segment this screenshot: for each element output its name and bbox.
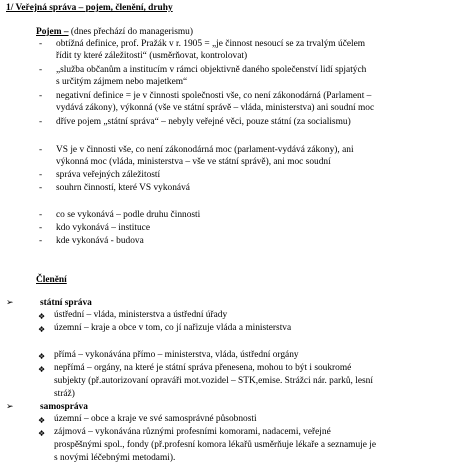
- dash-bullet: -: [39, 117, 43, 127]
- pojem-line: [36, 27, 193, 38]
- diamond-bullet-icon: ❖: [38, 365, 46, 374]
- dash-bullet: -: [39, 39, 43, 49]
- list-item: nepřímá – orgány, na které je státní správa přenesena, mohou to být i soukromé: [54, 363, 352, 373]
- dash-bullet: -: [39, 183, 43, 193]
- list-item: přímá – vykonávána přímo – ministerstva, vláda, ústřední orgány: [54, 350, 299, 360]
- dash-bullet: -: [39, 65, 43, 75]
- list-item: územní – obce a kraje ve své samosprávné působnosti: [54, 414, 257, 424]
- list-item: VS je v činnosti vše, co není zákonodárná moc (parlament-vydává zákony), ani: [56, 145, 354, 155]
- list-item-cont: řídit ty které záležitosti“ (usměrňovat, kontrolovat): [56, 51, 248, 61]
- section-heading: 1/ Veřejná správa – pojem, členění, druhy: [6, 3, 173, 13]
- list-item-cont: vydává zákony), výkonná (vše ve státní správě – vláda, ministerstva) ani soudní moc: [56, 103, 375, 113]
- list-item: správa veřejných záležitostí: [56, 170, 161, 180]
- list-item-cont: s určitým zájmem nebo majetkem“: [56, 77, 188, 87]
- diamond-bullet-icon: ❖: [38, 352, 46, 361]
- list-item: souhrn činností, které VS vykonává: [56, 183, 190, 193]
- list-item: „služba občanům a institucím v rámci objektivně daného společenství lidí spjatých: [56, 65, 367, 75]
- arrow-bullet-icon: ➢: [6, 402, 14, 412]
- dash-bullet: -: [39, 210, 43, 220]
- dash-bullet: -: [39, 91, 43, 101]
- list-item: co se vykonává – podle druhu činnosti: [56, 210, 201, 220]
- list-item: ústřední – vláda, ministerstva a ústřední úřady: [54, 310, 228, 320]
- samosprava-label: samospráva: [40, 402, 88, 412]
- list-item: zájmová – vykonávána různými profesními komorami, nadacemi, veřejné: [54, 427, 331, 437]
- list-item-cont: subjekty (př.autorizovaní opraváři mot.vozidel – STK,emise. Strážci nár. parků, lesní: [54, 376, 373, 386]
- cleneni-heading: Členění: [36, 275, 67, 285]
- diamond-bullet-icon: ❖: [38, 325, 46, 334]
- list-item: kde vykonává - budova: [56, 236, 144, 246]
- list-item: obtížná definice, prof. Pražák v r. 1905 = „je činnost nesoucí se za trvalým účelem: [56, 39, 366, 49]
- dash-bullet: -: [39, 170, 43, 180]
- diamond-bullet-icon: ❖: [38, 312, 46, 321]
- list-item: negativní definice = je v činnosti společnosti vše, co není zákonodárná (Parlament –: [56, 91, 372, 101]
- list-item: územní – kraje a obce v tom, co jí nařizuje vláda a ministerstva: [54, 323, 292, 333]
- statni-sprava-label: státní správa: [40, 298, 92, 308]
- dash-bullet: -: [39, 223, 43, 233]
- list-item: kdo vykonává – instituce: [56, 223, 150, 233]
- pojem-label: Pojem –: [36, 27, 69, 37]
- list-item-cont: prospěšnými spol., fondy (př.profesní komora lékařů usměrňuje lékaře a seznamuje je: [54, 440, 377, 450]
- list-item-cont: výkonná moc (vláda, ministerstva – vše ve státní správě), ani moc soudní: [56, 157, 331, 167]
- pojem-note: (dnes přechází do managerismu): [68, 27, 193, 37]
- dash-bullet: -: [39, 145, 43, 155]
- arrow-bullet-icon: ➢: [6, 298, 14, 308]
- list-item-cont: s novými léčebnými metodami).: [54, 453, 176, 463]
- diamond-bullet-icon: ❖: [38, 429, 46, 438]
- dash-bullet: -: [39, 236, 43, 246]
- diamond-bullet-icon: ❖: [38, 416, 46, 425]
- list-item: dříve pojem „státní správa“ – nebyly veřejné věci, pouze státní (za socialismu): [56, 117, 351, 127]
- list-item-cont: stráž): [54, 389, 75, 399]
